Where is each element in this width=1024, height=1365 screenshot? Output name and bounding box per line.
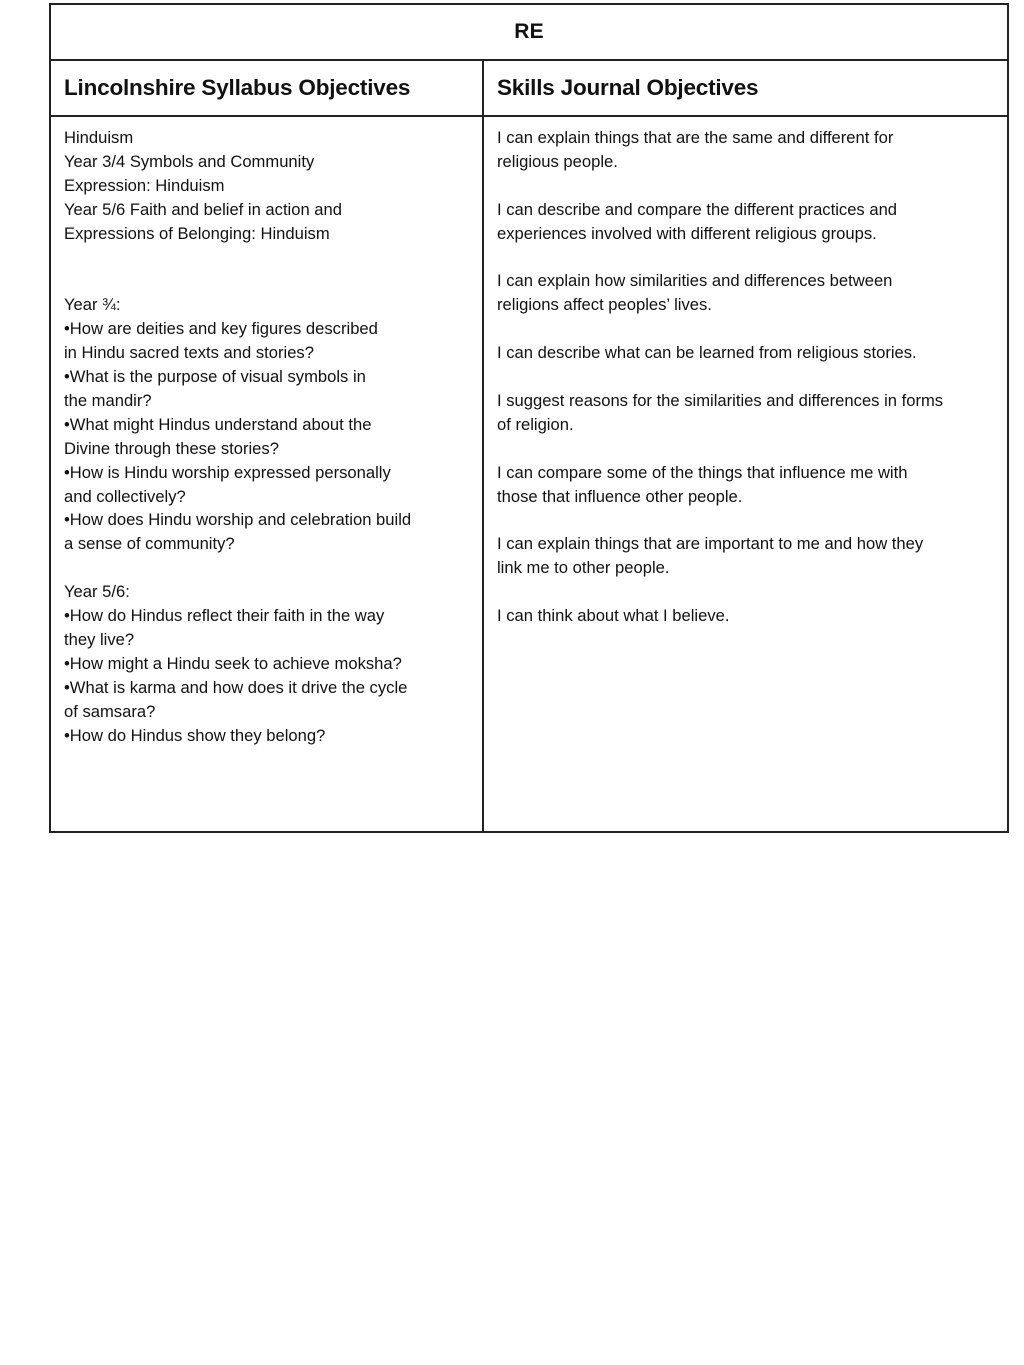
intro-line: Year 3/4 Symbols and Community (64, 151, 315, 171)
content-row (50, 116, 1008, 832)
table-title: RE (50, 4, 1008, 60)
objective-line: I can describe what can be learned from religious stories. (497, 343, 917, 363)
objective-line: I can describe and compare the different practices and (497, 199, 898, 219)
objective-line: I can compare some of the things that influence me with (497, 462, 908, 482)
spacer (497, 246, 999, 270)
objectives-table (49, 3, 1009, 833)
intro-line: Expression: Hinduism (64, 175, 225, 195)
header-skills-journal: Skills Journal Objectives (483, 60, 1008, 116)
year34-line: •How is Hindu worship expressed personally (64, 462, 391, 482)
year34-line: a sense of community? (64, 534, 235, 554)
year34-line: Divine through these stories? (64, 438, 279, 458)
spacer (64, 556, 474, 580)
year56-line: •How do Hindus reflect their faith in the way (64, 606, 385, 626)
header-row (50, 60, 1008, 116)
year56-heading: Year 5/6: (64, 582, 130, 602)
year34-heading: Year ¾: (64, 295, 121, 315)
objective-line: religious people. (497, 151, 618, 171)
year34-line: the mandir? (64, 390, 152, 410)
skills-journal-cell (483, 116, 1008, 832)
year34-line: •How are deities and key figures described (64, 319, 378, 339)
year34-line: •How does Hindu worship and celebration build (64, 510, 412, 530)
year34-line: •What is the purpose of visual symbols in (64, 367, 366, 387)
spacer (497, 365, 999, 389)
objective-line: I can think about what I believe. (497, 606, 730, 626)
spacer (497, 508, 999, 532)
objective-line: of religion. (497, 414, 574, 434)
objective-line: I can explain how similarities and differences between (497, 271, 893, 291)
objective-line: those that influence other people. (497, 486, 743, 506)
title-row (50, 4, 1008, 60)
spacer (497, 437, 999, 461)
spacer (497, 174, 999, 198)
objective-line: I suggest reasons for the similarities and differences in forms (497, 390, 944, 410)
year56-line: •What is karma and how does it drive the cycle (64, 677, 408, 697)
spacer (497, 317, 999, 341)
objective-line: link me to other people. (497, 558, 670, 578)
year56-line: •How might a Hindu seek to achieve moksha? (64, 653, 402, 673)
objective-line: I can explain things that are the same and different for (497, 128, 894, 147)
year56-line: of samsara? (64, 701, 156, 721)
year34-line: and collectively? (64, 486, 186, 506)
intro-line: Year 5/6 Faith and belief in action and (64, 199, 342, 219)
year56-line: they live? (64, 630, 135, 649)
intro-line: Expressions of Belonging: Hinduism (64, 223, 330, 243)
year56-line: •How do Hindus show they belong? (64, 725, 326, 745)
objective-line: religions affect peoples’ lives. (497, 295, 712, 315)
spacer (64, 246, 474, 294)
spacer (497, 580, 999, 604)
syllabus-objectives-cell (50, 116, 483, 832)
header-lincolnshire-syllabus: Lincolnshire Syllabus Objectives (50, 60, 483, 116)
objective-line: I can explain things that are important to me and how they (497, 534, 924, 554)
year34-line: in Hindu sacred texts and stories? (64, 343, 314, 363)
year34-line: •What might Hindus understand about the (64, 414, 372, 434)
intro-line: Hinduism (64, 128, 134, 147)
objective-line: experiences involved with different religious groups. (497, 223, 877, 243)
